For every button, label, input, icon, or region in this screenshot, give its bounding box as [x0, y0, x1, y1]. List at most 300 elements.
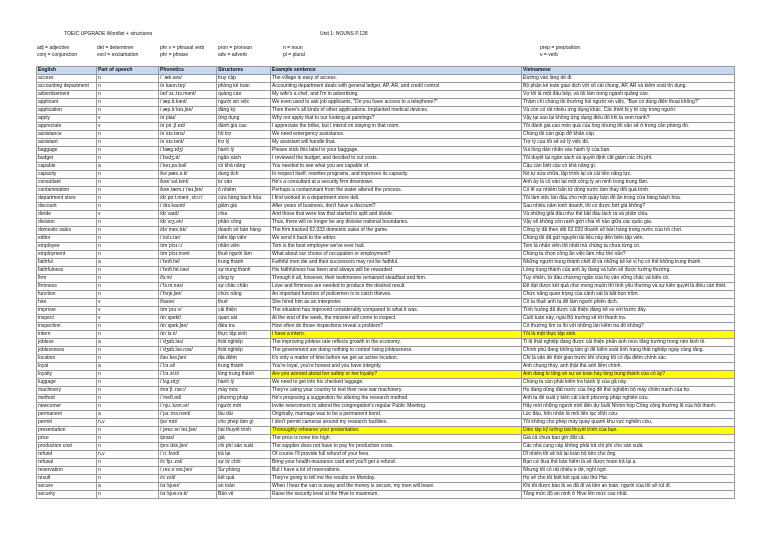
cell-vietnamese: Diễn tập kỹ lưỡng bài thuyết trình của bạn. [522, 427, 735, 435]
cell-part-of-speech: n [97, 147, 159, 155]
table-row [37, 299, 735, 307]
cell-structures: truy cập [217, 75, 271, 83]
cell-phonetics: /ˈæp.lɪ.kənt/ [159, 99, 217, 107]
table-body [37, 75, 735, 499]
table-row [37, 179, 735, 187]
cell-part-of-speech: n [97, 219, 159, 227]
cell-part-of-speech: n [97, 387, 159, 395]
cell-part-of-speech: a [97, 259, 159, 267]
cell-english: improve [37, 307, 97, 315]
cell-part-of-speech: v [97, 307, 159, 315]
cell-english: contamination [37, 187, 97, 195]
cell-example: You needed to see what you are capable of. [271, 163, 522, 171]
cell-vietnamese: Tỉ lệ thất nghiệp đang được cải thiện phản ánh mức tăng trưởng trong nền kinh tế. [522, 339, 735, 347]
cell-english: editor [37, 235, 97, 243]
cell-part-of-speech: n [97, 475, 159, 483]
cell-part-of-speech: v [97, 115, 159, 123]
legend-item: prep = preposition [540, 45, 581, 51]
cell-example: She hired him as an interpreter. [271, 299, 522, 307]
cell-part-of-speech: n [97, 323, 159, 331]
cell-english: presentation [37, 427, 97, 435]
table-row [37, 331, 735, 339]
table-row [37, 307, 735, 315]
cell-structures: Sự phòng [217, 467, 271, 475]
cell-vietnamese: Vậy sẽ không còn ranh giới chia rẽ nào giữa các quốc gia. [522, 219, 735, 227]
cell-part-of-speech: n [97, 91, 159, 99]
cell-vietnamese: Anh đang lo lắng về sự an toàn hay lòng trung thành của cô ấy? [522, 371, 735, 379]
cell-vietnamese: Có lẽ sự nhiễm bẩn từ dòng nước làm thay đổi quá trình. [522, 187, 735, 195]
table-row [37, 275, 735, 283]
cell-english: inspect [37, 315, 97, 323]
cell-vietnamese: Tăng mức độ an ninh ở Hive lên mức cao nhất. [522, 491, 735, 499]
cell-part-of-speech: n [97, 227, 159, 235]
table-row [37, 203, 735, 211]
cell-phonetics: /ˈnjuː.kʌm.ər/ [159, 403, 217, 411]
cell-part-of-speech: n [97, 171, 159, 179]
table-row [37, 267, 735, 275]
cell-part-of-speech: n,v [97, 419, 159, 427]
column-header-vietnamese: Vietnamese [522, 67, 735, 75]
table-row [37, 291, 735, 299]
cell-part-of-speech: n [97, 155, 159, 163]
cell-example: When I hear the van is away and the money is secure, my men will leave. [271, 483, 522, 491]
cell-english: capable [37, 163, 97, 171]
cell-english: assistant [37, 139, 97, 147]
cell-english: assistance [37, 131, 97, 139]
cell-example: Accounting department deals with general ledger, AP, AR, and credit control. [271, 83, 522, 91]
cell-vietnamese: Tình huống đã được cải thiện đáng kể so với trước đây. [522, 307, 735, 315]
cell-phonetics: /ˈfʌŋk.ʃən/ [159, 291, 217, 299]
legend-item: det = determiner [97, 45, 134, 51]
cell-example: We even used to ask job applicants, "Do you have access to a telephone?" [271, 99, 522, 107]
cell-structures: lâu dài [217, 411, 271, 419]
cell-part-of-speech: v [97, 123, 159, 131]
cell-phonetics: /pəˈmɪt/ [159, 419, 217, 427]
cell-example: After years of business, don't have a discount? [271, 203, 522, 211]
cell-english: production cost [37, 443, 97, 451]
cell-vietnamese: Sau nhiều năm kinh doanh, tôi có được bớt giá không? [522, 203, 735, 211]
cell-structures: thuê [217, 299, 271, 307]
cell-vietnamese: Nó tự sửa chữa, lập trình lại và cải tiến năng lực. [522, 171, 735, 179]
cell-example: The firm tracked 62,033 domestic sales of the game. [271, 227, 522, 235]
cell-part-of-speech: n [97, 403, 159, 411]
cell-english: reservation [37, 467, 97, 475]
cell-example: We need emergency assistance. [271, 131, 522, 139]
cell-part-of-speech: n [97, 251, 159, 259]
cell-phonetics: /ˈlɔɪ.əl/ [159, 363, 217, 371]
cell-english: accounting department [37, 83, 97, 91]
table-row [37, 123, 735, 131]
cell-english: refund [37, 451, 97, 459]
cell-phonetics: /ɪmˈplɔɪ.iː/ [159, 243, 217, 251]
cell-phonetics: /ˈdɪs.kaʊnt/ [159, 203, 217, 211]
cell-phonetics: /ˈfeɪθ.fəl/ [159, 259, 217, 267]
cell-phonetics: /əˈsɪs.tənt/ [159, 139, 217, 147]
cell-phonetics: / ˈæk.ses/ [159, 75, 217, 83]
cell-example: Faithful men die and their successors may not be faithful. [271, 259, 522, 267]
legend-item: pl = plural [283, 52, 305, 58]
cell-vietnamese: Họ sẽ cho tôi biết kết quả vào thứ Hai. [522, 475, 735, 483]
cell-part-of-speech: n [97, 283, 159, 291]
cell-part-of-speech: a [97, 163, 159, 171]
cell-example: The government are doing nothing to control rising joblessness. [271, 347, 522, 355]
cell-structures: thất nghiệp [217, 347, 271, 355]
cell-example: Thoroughly rehearse your presentation. [271, 427, 522, 435]
cell-phonetics: /dɪˈpɑːt.mənt ˌstɔːr/ [159, 195, 217, 203]
cell-part-of-speech: n [97, 203, 159, 211]
table-row [37, 339, 735, 347]
cell-structures: phương pháp [217, 395, 271, 403]
cell-english: joblessness [37, 347, 97, 355]
cell-english: employment [37, 251, 97, 259]
cell-example: The supplier does not have to pay for production costs. [271, 443, 522, 451]
cell-phonetics: /ɪmˈplɔɪ.mənt [159, 251, 217, 259]
cell-structures: giảm giá [217, 203, 271, 211]
column-header-structures: Structures [217, 67, 271, 75]
cell-example: Why not apply that to our looking at paintings? [271, 115, 522, 123]
cell-part-of-speech: n [97, 443, 159, 451]
cell-part-of-speech: n [97, 267, 159, 275]
table-row [37, 355, 735, 363]
cell-structures: quảng cáo [217, 91, 271, 99]
cell-structures: nhân viên [217, 243, 271, 251]
cell-structures: người xin việc [217, 99, 271, 107]
cell-structures: hành lý [217, 379, 271, 387]
cell-vietnamese: Tôi không cho phép máy quay quanh khu vực nghiên cứu. [522, 419, 735, 427]
table-row [37, 403, 735, 411]
cell-english: price [37, 435, 97, 443]
cell-structures: cửa hàng bách hóa [217, 195, 271, 203]
cell-vietnamese: Có thường tìm ra lỗi với những lần kiểm tra đó không? [522, 323, 735, 331]
cell-example: Raise the security level at the Hive to maximum. [271, 491, 522, 499]
cell-english: faithfulness [37, 267, 97, 275]
cell-part-of-speech: a [97, 483, 159, 491]
cell-vietnamese: Vậy tại sao lại không ứng dụng điều đó khi ta xem tranh? [522, 115, 735, 123]
cell-structures: doanh số bán hàng [217, 227, 271, 235]
cell-part-of-speech: n [97, 235, 159, 243]
cell-english: capacity [37, 171, 97, 179]
cell-part-of-speech: n [97, 459, 159, 467]
cell-example: He's proposing a suggestion for altering the research method. [271, 395, 522, 403]
table-row [37, 435, 735, 443]
cell-example: An important function of policemen is to catch thieves. [271, 291, 522, 299]
cell-phonetics: /dɪˈvaɪd/ [159, 211, 217, 219]
cell-phonetics: /ˌprez.ənˈteɪ.ʃən/ [159, 427, 217, 435]
cell-example: My wife's a chef, and I'm in advertising. [271, 91, 522, 99]
cell-example: In respect itself, rewrites programs, and improves its capacity. [271, 171, 522, 179]
cell-part-of-speech: n [97, 139, 159, 147]
table-row [37, 155, 735, 163]
table-row [37, 411, 735, 419]
cell-phonetics: /ˌæp.lɪˈkeɪ.ʃən/ [159, 107, 217, 115]
column-header-english: English [37, 67, 97, 75]
cell-example: What about our choice of occupation or employment? [271, 251, 522, 259]
cell-english: domestic sales [37, 227, 97, 235]
cell-structures: ngân sách [217, 155, 271, 163]
table-row [37, 443, 735, 451]
cell-phonetics: /ˈlɔɪ.əl.ti/ [159, 371, 217, 379]
cell-vietnamese: Họ đang dùng đất nước của ông để thử nghiệm bộ máy chiến tranh của họ. [522, 387, 735, 395]
cell-vietnamese: Tôi đánh giá cao món quà của ông nhưng tôi vẫn sẽ ở trong căn phòng đó. [522, 123, 735, 131]
cell-vietnamese: Thậm chí chúng tôi thường hỏi người xin việc, "Bạn có dùng điện thoại không?" [522, 99, 735, 107]
cell-vietnamese: Chỉ là vấn đề thời gian trước khi chúng tôi có địa điểm chính xác. [522, 355, 735, 363]
legend-item: adj = adjective [37, 45, 70, 51]
table-row [37, 211, 735, 219]
cell-phonetics: /ɪmˈpruːv/ [159, 307, 217, 315]
cell-part-of-speech: n [97, 179, 159, 187]
cell-vietnamese: Bạn cứ đưa thẻ bảo hiểm là sẽ được hoàn trả lại ạ. [522, 459, 735, 467]
cell-phonetics: /əˈpriː.ʃi.eɪt/ [159, 123, 217, 131]
table-row [37, 283, 735, 291]
table-row [37, 347, 735, 355]
cell-structures: người mới [217, 403, 271, 411]
cell-vietnamese: Các nhà cung cấp không phải trả chi phí cho sản xuất. [522, 443, 735, 451]
table-row [37, 363, 735, 371]
cell-english: apply [37, 115, 97, 123]
cell-english: division [37, 219, 97, 227]
cell-example: I have a intern. [271, 331, 522, 339]
cell-vietnamese: Tôi làm việc lần đầu cho một quầy bán đồ ăn trong cửa hàng bách hóa. [522, 195, 735, 203]
cell-english: hire [37, 299, 97, 307]
cell-vietnamese: Khi tôi được báo là xe đã đi và tiền an toàn, người của tôi sẽ rút đi. [522, 483, 735, 491]
table-row [37, 147, 735, 155]
legend-item: excl = exclamation [97, 52, 139, 58]
cell-english: luggage [37, 379, 97, 387]
cell-vietnamese: Và những giải đấu như thế bắt đầu tách ra và phân chia. [522, 211, 735, 219]
table-row [37, 451, 735, 459]
table-row [37, 227, 735, 235]
cell-structures: điều tra [217, 323, 271, 331]
cell-structures: trung thành [217, 259, 271, 267]
cell-example: Invite newcomers to attend the congregation's regular Public Meeting. [271, 403, 522, 411]
cell-structures: đăng ký [217, 107, 271, 115]
cell-example: The situation has improved considerably compared to what it was. [271, 307, 522, 315]
cell-structures: quan sát [217, 315, 271, 323]
cell-example: Love and firmness are needed to produce the desired result. [271, 283, 522, 291]
cell-english: method [37, 395, 97, 403]
cell-english: appreciate [37, 123, 97, 131]
cell-phonetics: /əˈplaɪ/ [159, 115, 217, 123]
cell-english: function [37, 291, 97, 299]
cell-vietnamese: Giá cả chưa bao giờ đắt cả. [522, 435, 735, 443]
table-row [37, 195, 735, 203]
cell-structures: chi phí sản xuất [217, 443, 271, 451]
cell-part-of-speech: n [97, 291, 159, 299]
cell-english: firm [37, 275, 97, 283]
table-row [37, 491, 735, 499]
document-title: TOEIC UPGRADE Wordlist + structures [64, 31, 153, 37]
cell-phonetics: /ɪnˈtɜːn/ [159, 331, 217, 339]
cell-example: My assistant will handle that. [271, 139, 522, 147]
cell-structures: sự chắc chắn [217, 283, 271, 291]
cell-vietnamese: Trợ lý của tôi sẽ xử lý việc đó. [522, 139, 735, 147]
legend-item: phr = phrase [160, 52, 189, 58]
table-row [37, 131, 735, 139]
cell-phonetics: /əˈsɪs.təns/ [159, 131, 217, 139]
cell-example: Perhaps a contaminant from the water altered the process. [271, 187, 522, 195]
cell-english: employee [37, 243, 97, 251]
cell-english: location [37, 355, 97, 363]
cell-example: How often do those inspections reveal a problem? [271, 323, 522, 331]
cell-example: You're loyal, you're honest and you have integrity. [271, 363, 522, 371]
cell-phonetics: /sɪˈkjʊə.rə.ti/ [159, 491, 217, 499]
wordlist-table [36, 66, 735, 499]
cell-part-of-speech: n [97, 491, 159, 499]
cell-part-of-speech: n [97, 355, 159, 363]
cell-example: Originally, marriage was to be a permanent bond. [271, 411, 522, 419]
cell-vietnamese: Tôi duyệt lại ngân sách và quyết định cắt giảm các chi phí. [522, 155, 735, 163]
table-row [37, 387, 735, 395]
cell-english: firmness [37, 283, 97, 291]
cell-english: result [37, 475, 97, 483]
cell-phonetics: /rɪˈfjuː.zəl/ [159, 459, 217, 467]
legend-item: v = verb [540, 52, 558, 58]
cell-english: newcomer [37, 403, 97, 411]
table-row [37, 467, 735, 475]
table-row [37, 419, 735, 427]
cell-example: I reviewed the budget, and decided to cut costs. [271, 155, 522, 163]
cell-structures: trợ lý [217, 139, 271, 147]
cell-structures: an toàn [217, 483, 271, 491]
cell-vietnamese: Những người trung thành chết đi và những kẻ kế vị họ có thể không trung thành. [522, 259, 735, 267]
cell-phonetics: /ˈkeɪ.pə.bəl/ [159, 163, 217, 171]
cell-structures: địa điểm [217, 355, 271, 363]
cell-english: loyal [37, 363, 97, 371]
cell-structures: sự từ chối [217, 459, 271, 467]
cell-phonetics: /kənˌtæm.ɪˈneɪ.ʃən/ [159, 187, 217, 195]
table-row [37, 251, 735, 259]
cell-vietnamese: Vui lòng dán nhãn vào hành lý của bạn. [522, 147, 735, 155]
table-row [37, 187, 735, 195]
cell-english: loyalty [37, 371, 97, 379]
cell-structures: ứng dụng [217, 115, 271, 123]
cell-structures: trung thành [217, 363, 271, 371]
cell-english: intern [37, 331, 97, 339]
cell-phonetics: /prəˈdʌk.ʃən/ [159, 443, 217, 451]
cell-phonetics: /fɜːm/ [159, 275, 217, 283]
cell-example: I first worked in a department store deli. [271, 195, 522, 203]
table-row [37, 99, 735, 107]
cell-structures: bài thuyết trình [217, 427, 271, 435]
cell-example: Of course I'll provide full refund of your fees. [271, 451, 522, 459]
cell-part-of-speech: n [97, 195, 159, 203]
cell-phonetics: /ˈdʒɒb.ləs.nəs/ [159, 347, 217, 355]
cell-structures: tư vấn [217, 179, 271, 187]
cell-vietnamese: Cô ta thuê anh ta để làm người phiên dịch. [522, 299, 735, 307]
cell-phonetics: /dəˈmes.tɪk/ [159, 227, 217, 235]
cell-structures: lòng trung thành [217, 371, 271, 379]
table-row [37, 235, 735, 243]
cell-phonetics: /ɪnˈspek.ʃən/ [159, 323, 217, 331]
cell-example: Please stick this label to your baggage. [271, 147, 522, 155]
cell-part-of-speech: n [97, 379, 159, 387]
cell-vietnamese: Để đạt được kết quả như mong muốn thì tình yêu thương và sự kiên quyết là điều cần thiết. [522, 283, 735, 291]
table-row [37, 475, 735, 483]
cell-structures: phòng kế toán [217, 83, 271, 91]
table-row [37, 427, 735, 435]
cell-english: inspection [37, 323, 97, 331]
cell-vietnamese: Tuy nhiên, từ đầu chương ngắn của họ vẫn vững chắc và kiên cố. [522, 275, 735, 283]
cell-example: Are you worried about her safety or her loyalty? [271, 371, 522, 379]
cell-phonetics: /ˈriː.fʌnd/ [159, 451, 217, 459]
cell-vietnamese: Anh ấy là cố vấn tại một công ty an ninh trong trung tâm. [522, 179, 735, 187]
cell-structures: giá [217, 435, 271, 443]
cell-part-of-speech: n [97, 75, 159, 83]
table-row [37, 83, 735, 91]
cell-vietnamese: Lòng trung thành của anh ấy đang và luôn sẽ được tưởng thưởng. [522, 267, 735, 275]
cell-phonetics: /ˈdʒɒb.ləs/ [159, 339, 217, 347]
cell-phonetics: /ˈed.ɪ.tər/ [159, 235, 217, 243]
cell-example: We send it back to the editor. [271, 235, 522, 243]
column-header-phonetics: Phonetics [159, 67, 217, 75]
cell-vietnamese: Công ty đã theo dõi 62.033 doanh số bán hàng trong nước của trò chơi. [522, 227, 735, 235]
cell-vietnamese: Tom là nhân viên tốt nhất mà chúng ta chưa từng có. [522, 243, 735, 251]
cell-phonetics: /haɪər/ [159, 299, 217, 307]
cell-phonetics: /praɪs/ [159, 435, 217, 443]
cell-vietnamese: Lúc đầu, hôn nhân là mối liên lạc vĩnh cửu. [522, 411, 735, 419]
cell-part-of-speech: n [97, 83, 159, 91]
cell-example: Through it all, however, their testimonies remained steadfast and firm. [271, 275, 522, 283]
cell-phonetics: /ɪnˈspekt/ [159, 315, 217, 323]
cell-example: His faithfulness has been and always will be rewarded. [271, 267, 522, 275]
cell-part-of-speech: v [97, 315, 159, 323]
cell-english: secure [37, 483, 97, 491]
cell-structures: hành lý [217, 147, 271, 155]
cell-phonetics: /ˈfeɪθ.fəl.nəs/ [159, 267, 217, 275]
cell-part-of-speech: n [97, 131, 159, 139]
cell-example: It's only a matter of time before we get an active location. [271, 355, 522, 363]
cell-example: And those that were low that started to split and divide. [271, 211, 522, 219]
cell-example: They're going to tell me the results on Monday. [271, 475, 522, 483]
table-row [37, 379, 735, 387]
cell-vietnamese: Đường vào làng dễ đi. [522, 75, 735, 83]
cell-example: I don't permit cameras around my research facilities. [271, 419, 522, 427]
cell-phonetics: /sɪˈkjʊər/ [159, 483, 217, 491]
cell-part-of-speech: n [97, 243, 159, 251]
cell-phonetics: /kəˈpæs.ə.ti/ [159, 171, 217, 179]
cell-phonetics: /dɪˈvɪʒ.ən/ [159, 219, 217, 227]
cell-example: He's a consultant at a security firm downtown. [271, 179, 522, 187]
table-row [37, 139, 735, 147]
cell-example: But I have a lot of reservations. [271, 467, 522, 475]
cell-structures: công ty [217, 275, 271, 283]
cell-example: We need to get into his checked luggage. [271, 379, 522, 387]
table-row [37, 395, 735, 403]
cell-phonetics: /əˈkaʊn.tɪŋ/ [159, 83, 217, 91]
table-row [37, 163, 735, 171]
table-row [37, 115, 735, 123]
legend-item: conj = conjunction [37, 52, 78, 58]
cell-structures: có khả năng [217, 163, 271, 171]
cell-phonetics: /ədˈvɜː.tɪs.mənt/ [159, 91, 217, 99]
cell-example: I appreciate the bribe, but I intend on staying in that room. [271, 123, 522, 131]
cell-example: The price is none too high. [271, 435, 522, 443]
cell-structures: thuê người làm [217, 251, 271, 259]
cell-part-of-speech: a [97, 363, 159, 371]
cell-english: applicant [37, 99, 97, 107]
table-row [37, 219, 735, 227]
legend-item: adv = adverb [218, 52, 248, 58]
table-row [37, 171, 735, 179]
cell-example: Tom is the best employee we've ever had. [271, 243, 522, 251]
cell-example: Bring your health-insurance card and you'll get a refund. [271, 459, 522, 467]
cell-english: access [37, 75, 97, 83]
cell-phonetics: /ˈmeθ.əd/ [159, 395, 217, 403]
cell-example: Then there's all kinds of other applications. Implanted medical devices. [271, 107, 522, 115]
cell-vietnamese: Chúng tôi đã gửi nguyên tài liệu này đến biên tập viên. [522, 235, 735, 243]
cell-vietnamese: Tôi là một thực tập sinh. [522, 331, 735, 339]
table-row [37, 371, 735, 379]
